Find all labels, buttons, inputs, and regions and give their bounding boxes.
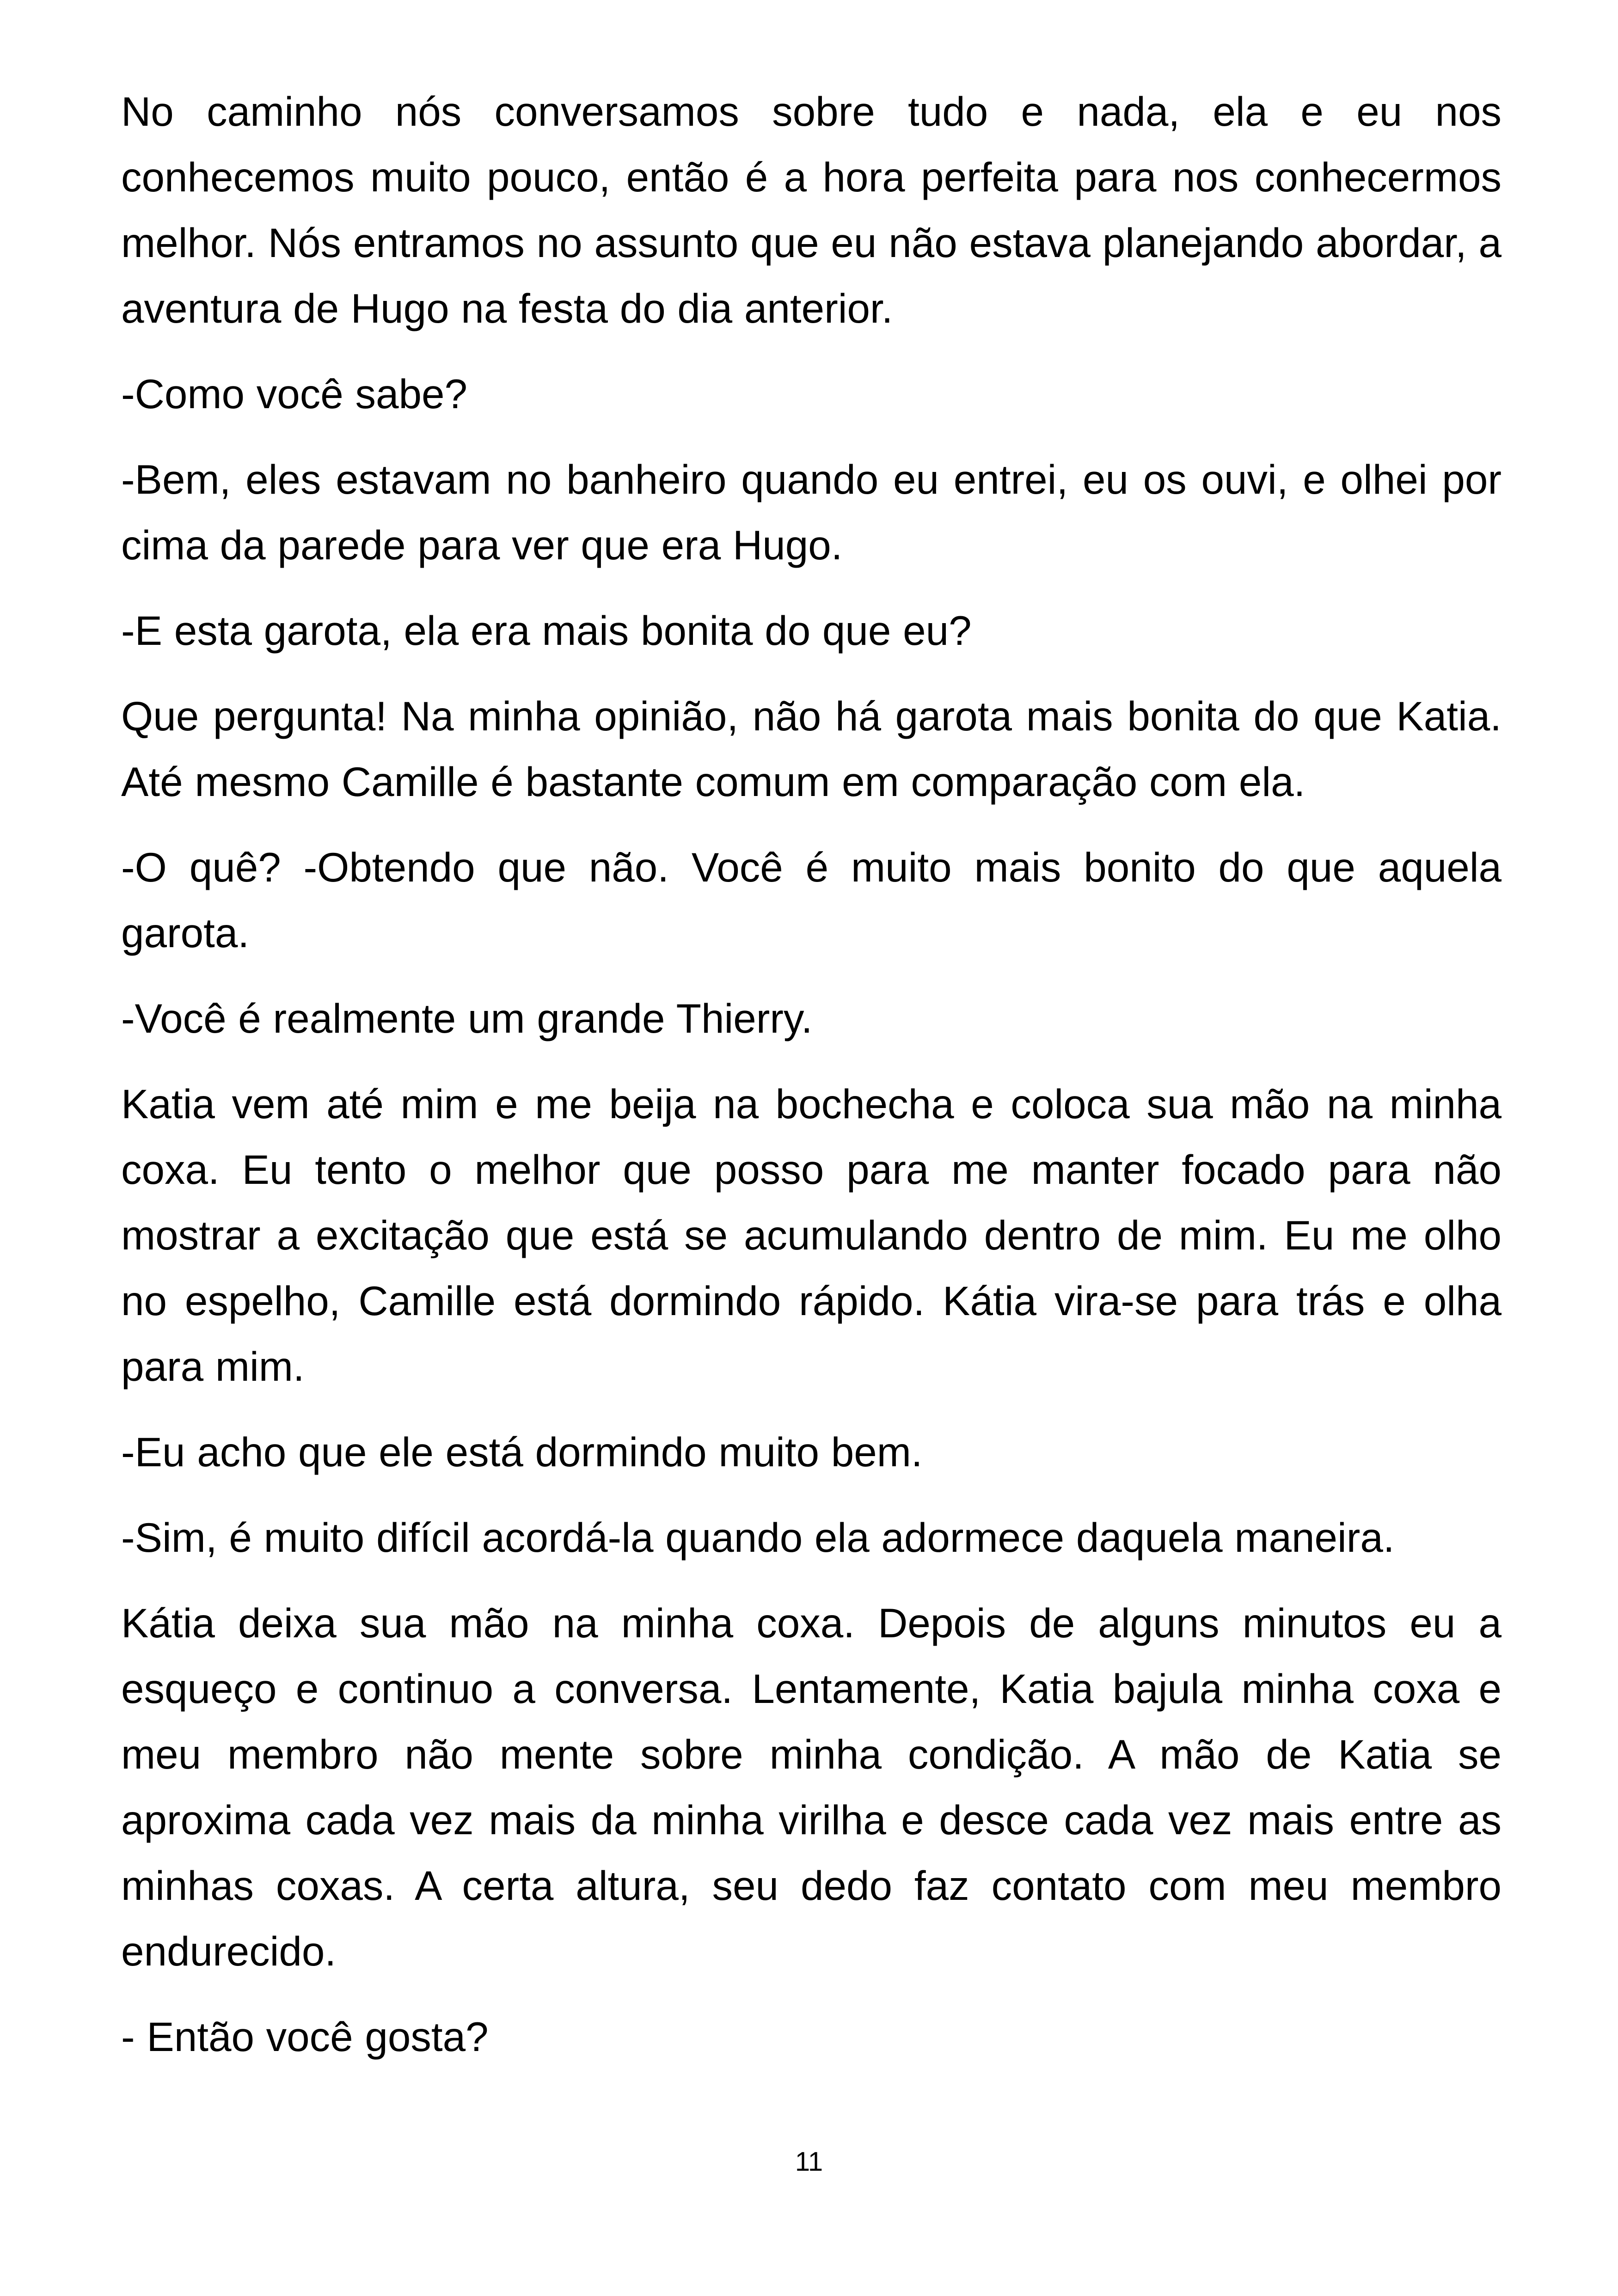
paragraph: -Sim, é muito difícil acordá-la quando ela adormece daquela maneira. xyxy=(121,1514,1395,1561)
paragraph: -Bem, eles estavam no banheiro quando eu entrei, eu os ouvi, e olhei por cima da parede para ver que era Hugo. xyxy=(121,456,1502,568)
paragraph: Que pergunta! Na minha opinião, não há garota mais bonita do que Katia. Até mesmo Camille é bastante comum em comparação com ela. xyxy=(121,693,1502,805)
paragraph: Kátia deixa sua mão na minha coxa. Depois de alguns minutos eu a esqueço e continuo a conversa. Lentamente, Katia bajula minha coxa e meu membro não mente sobre minha condição. A mão de Katia se aproxima cada vez mais da minha virilha e desce cada vez mais entre as minhas coxas. A certa altura, seu dedo faz contato com meu membro endurecido. xyxy=(121,1600,1502,1974)
paragraph: -E esta garota, ela era mais bonita do que eu? xyxy=(121,607,972,654)
page-number: 11 xyxy=(795,2147,823,2177)
paragraph: - Então você gosta? xyxy=(121,2014,489,2060)
paragraph: -Como você sabe? xyxy=(121,371,467,417)
paragraph: -O quê? -Obtendo que não. Você é muito mais bonito do que aquela garota. xyxy=(121,844,1502,956)
paragraph: No caminho nós conversamos sobre tudo e nada, ela e eu nos conhecemos muito pouco, então é a hora perfeita para nos conhecermos melhor. Nós entramos no assunto que eu não estava planejando abordar, a aventura de Hugo na festa do dia anterior. xyxy=(121,88,1502,331)
page-body xyxy=(121,79,1502,2089)
paragraph: Katia vem até mim e me beija na bochecha e coloca sua mão na minha coxa. Eu tento o melhor que posso para me manter focado para não mostrar a excitação que está se acumulando dentro de mim. Eu me olho no espelho, Camille está dormindo rápido. Kátia vira-se para trás e olha para mim. xyxy=(121,1081,1502,1390)
paragraph: -Eu acho que ele está dormindo muito bem. xyxy=(121,1429,923,1475)
paragraph: -Você é realmente um grande Thierry. xyxy=(121,995,813,1041)
